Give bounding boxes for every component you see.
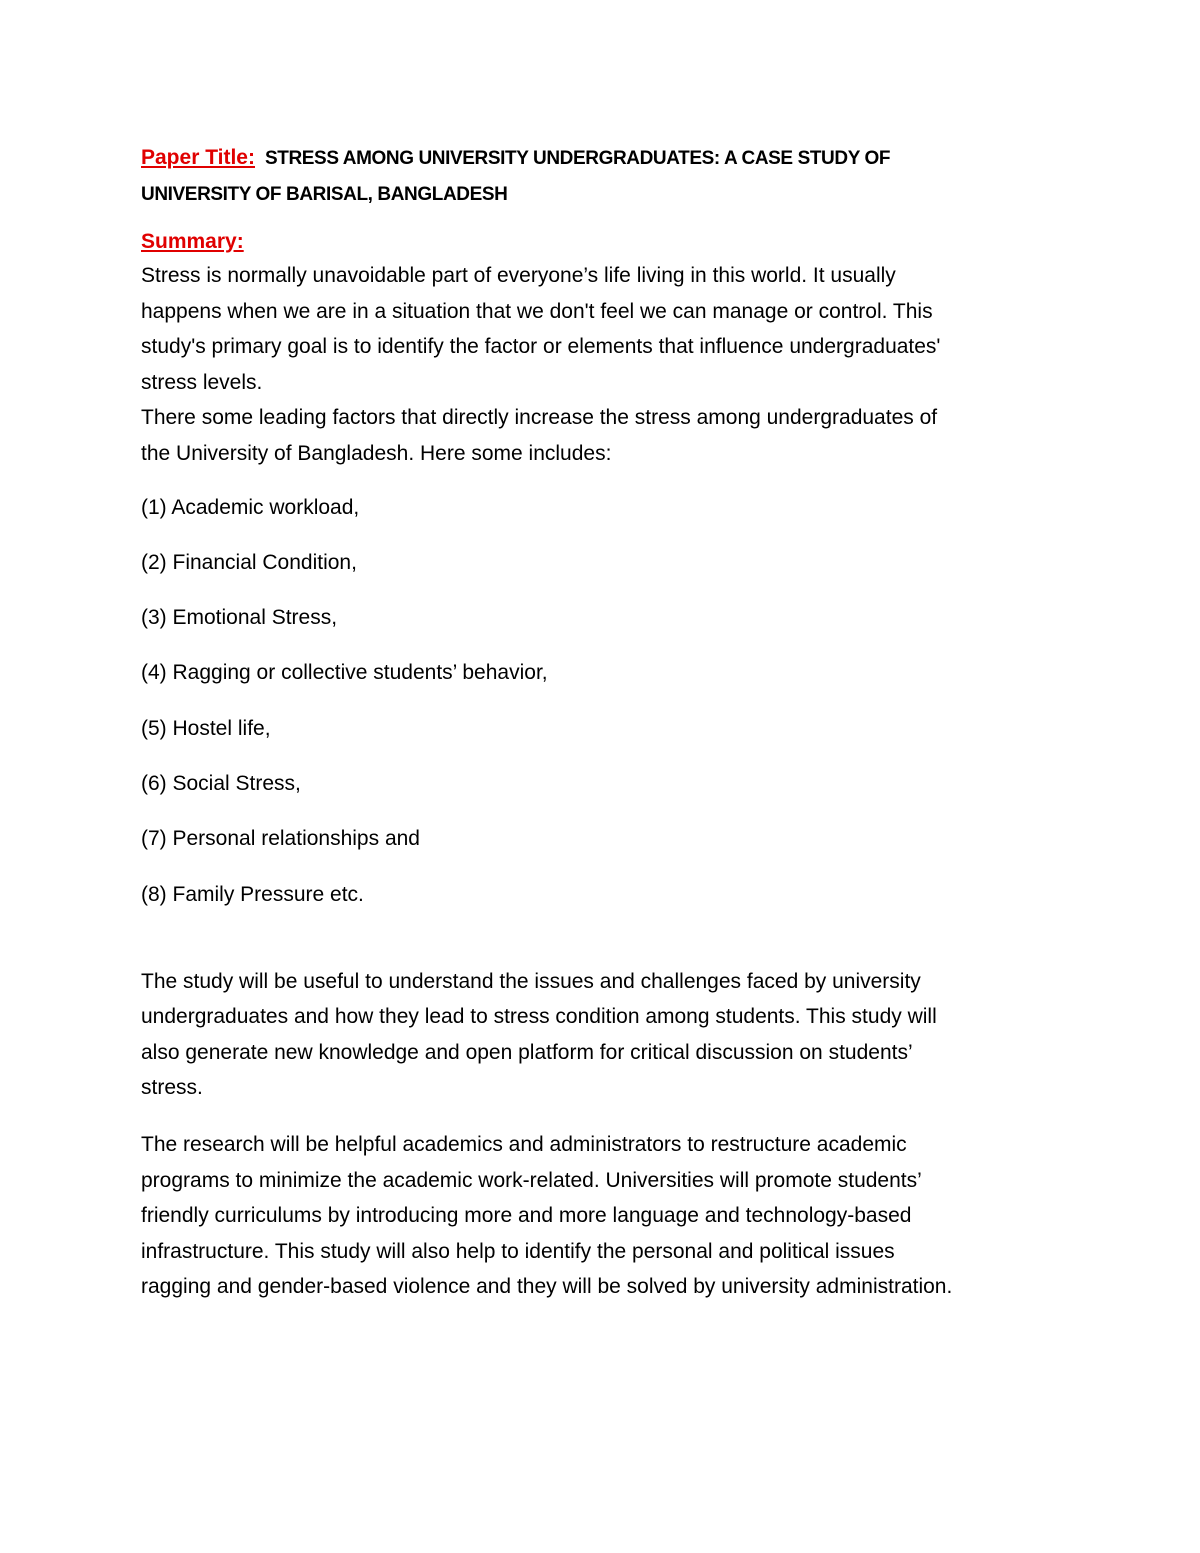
title-text-line-2: UNIVERSITY OF BARISAL, BANGLADESH bbox=[141, 184, 508, 205]
text-line: programs to minimize the academic work-related. Universities will promote students’ bbox=[141, 1168, 922, 1192]
text-line: The research will be helpful academics and administrators to restructure academic bbox=[141, 1133, 907, 1157]
title-label: Paper Title: bbox=[141, 146, 255, 169]
list-item: (5) Hostel life, bbox=[141, 716, 271, 740]
document-page bbox=[141, 140, 1056, 1305]
text-line: The study will be useful to understand the issues and challenges faced by university bbox=[141, 969, 921, 993]
research-paragraph bbox=[141, 1127, 1056, 1305]
list-item: (7) Personal relationships and bbox=[141, 827, 420, 851]
title-text-line-1: STRESS AMONG UNIVERSITY UNDERGRADUATES: A CASE STUDY OF bbox=[264, 148, 891, 169]
list-item: (1) Academic workload, bbox=[141, 495, 360, 519]
title-line-1 bbox=[141, 140, 1056, 177]
text-line: Stress is normally unavoidable part of everyone’s life living in this world. It usually bbox=[141, 264, 896, 287]
text-line: stress levels. bbox=[141, 370, 263, 394]
text-line: study's primary goal is to identify the factor or elements that influence undergraduates' bbox=[141, 335, 941, 359]
text-line: also generate new knowledge and open platform for critical discussion on students’ bbox=[141, 1040, 913, 1064]
text-line: There some leading factors that directly increase the stress among undergraduates of bbox=[141, 406, 938, 430]
usefulness-paragraph bbox=[141, 964, 1056, 1106]
text-line: the University of Bangladesh. Here some includes: bbox=[141, 441, 612, 465]
list-item: (4) Ragging or collective students’ behavior, bbox=[141, 661, 548, 685]
text-line: undergraduates and how they lead to stress condition among students. This study will bbox=[141, 1005, 937, 1029]
list-item: (2) Financial Condition, bbox=[141, 550, 357, 574]
text-line: happens when we are in a situation that we don't feel we can manage or control. This bbox=[141, 299, 933, 323]
list-item: (8) Family Pressure etc. bbox=[141, 882, 364, 906]
summary-heading: Summary: bbox=[141, 230, 244, 253]
list-item: (6) Social Stress, bbox=[141, 772, 301, 796]
text-line: friendly curriculums by introducing more and more language and technology-based bbox=[141, 1204, 912, 1228]
text-line: infrastructure. This study will also help to identify the personal and political issues bbox=[141, 1239, 895, 1263]
intro-paragraph bbox=[141, 258, 1056, 472]
factors-list bbox=[141, 490, 1056, 912]
paper-title bbox=[141, 140, 1056, 213]
text-line: stress. bbox=[141, 1076, 203, 1100]
text-line: ragging and gender-based violence and they will be solved by university administration. bbox=[141, 1275, 953, 1299]
list-item: (3) Emotional Stress, bbox=[141, 606, 338, 630]
